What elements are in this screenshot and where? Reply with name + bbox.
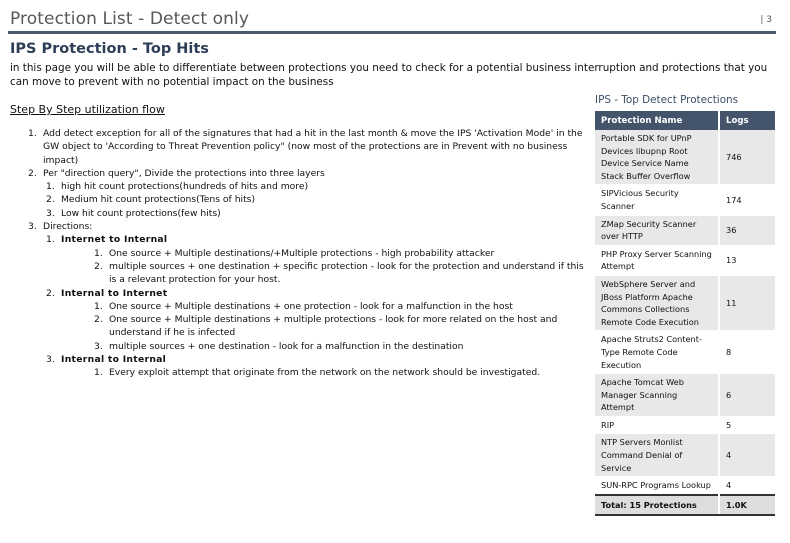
direction-item [94, 313, 588, 340]
intro-paragraph: in this page you will be able to differentiate between protections you need to check for a potential business interruption and protections that you can move to prevent with no potential impact on the business [10, 62, 768, 88]
direction-group [46, 287, 588, 300]
step-item [28, 127, 588, 167]
sub-step-item [46, 207, 588, 220]
logs-cell: 4 [719, 434, 775, 477]
direction-title: Internal to Internet [61, 287, 168, 299]
direction-title: Internet to Internal [61, 234, 168, 246]
protection-name-cell: PHP Proxy Server Scanning Attempt [595, 245, 719, 275]
sub-step-text: Low hit count protections(few hits) [61, 207, 221, 219]
page-number: | 3 [760, 15, 772, 25]
logs-cell: 36 [719, 215, 775, 245]
logs-cell: 174 [719, 185, 775, 215]
direction-item-text: One source + Multiple destinations + one protection - look for a malfunction in the host [109, 300, 513, 312]
direction-group [46, 353, 588, 366]
protection-name-cell: RIP [595, 416, 719, 434]
step-number: 2. [28, 167, 37, 179]
direction-number: 1. [46, 234, 55, 246]
logs-cell: 6 [719, 374, 775, 417]
direction-item [94, 366, 588, 379]
table-row [595, 434, 775, 477]
page-title: Protection List - Detect only [10, 9, 250, 29]
logs-cell: 5 [719, 416, 775, 434]
direction-item-number: 1. [94, 247, 103, 259]
direction-item-number: 2. [94, 260, 103, 272]
step-text: Per "direction query", Divide the protections into three layers [43, 167, 325, 179]
sub-step-text: high hit count protections(hundreds of hits and more) [61, 181, 309, 193]
sub-step-number: 3. [46, 207, 55, 219]
direction-number: 2. [46, 287, 55, 299]
table-row [595, 245, 775, 275]
direction-item [94, 340, 588, 353]
table-row [595, 477, 775, 495]
header-divider [8, 31, 776, 34]
logs-cell: 8 [719, 331, 775, 374]
direction-number: 3. [46, 354, 55, 366]
protection-name-cell: SIPVicious Security Scanner [595, 185, 719, 215]
logs-cell: 746 [719, 130, 775, 185]
direction-item-text: One source + Multiple destinations + multiple protections - look for more related on the host and understand if he is infected [109, 314, 558, 339]
protection-name-cell: Apache Struts2 Content-Type Remote Code Execution [595, 331, 719, 374]
logs-cell: 13 [719, 245, 775, 275]
flow-heading: Step By Step utilization flow [10, 103, 165, 116]
table-caption: IPS - Top Detect Protections [595, 94, 739, 106]
step-item [28, 167, 588, 180]
protection-name-cell: Portable SDK for UPnP Devices libupnp Root Device Service Name Stack Buffer Overflow [595, 130, 719, 185]
direction-item-text: multiple sources + one destination + specific protection - look for the protection and understand if this is a relevant protection for your host. [109, 260, 584, 286]
protection-name-cell: SUN-RPC Programs Lookup [595, 477, 719, 495]
table-header-row [595, 111, 775, 130]
protection-name-cell: NTP Servers Monlist Command Denial of Service [595, 434, 719, 477]
column-header-logs: Logs [719, 111, 775, 130]
direction-item-text: Every exploit attempt that originate from the network on the network should be investigated. [109, 367, 541, 379]
sub-step-number: 1. [46, 181, 55, 193]
protection-name-cell: Apache Tomcat Web Manager Scanning Attempt [595, 374, 719, 417]
sub-step-text: Medium hit count protections(Tens of hits) [61, 194, 256, 206]
table-row [595, 331, 775, 374]
section-title: IPS Protection - Top Hits [10, 41, 209, 57]
direction-item [94, 260, 588, 287]
step-list [28, 127, 588, 380]
direction-group [46, 233, 588, 246]
direction-item-text: multiple sources + one destination - look for a malfunction in the destination [109, 340, 464, 352]
step-number: 3. [28, 221, 37, 233]
direction-item-text: One source + Multiple destinations/+Multiple protections - high probability attacker [109, 247, 495, 259]
step-number: 1. [28, 128, 37, 139]
logs-cell: 11 [719, 275, 775, 330]
total-label: Total: 15 Protections [595, 495, 719, 516]
table-row [595, 215, 775, 245]
direction-title: Internal to Internal [61, 354, 167, 366]
column-header-protection-name: Protection Name [595, 111, 719, 130]
total-value: 1.0K [719, 495, 775, 516]
top-hits-table [595, 111, 775, 516]
table-row [595, 130, 775, 185]
sub-step-number: 2. [46, 194, 55, 206]
direction-item [94, 247, 588, 260]
table-row [595, 374, 775, 417]
step-text: Add detect exception for all of the signatures that had a hit in the last month & move the IPS 'Activation Mode' in the GW object to 'According to Threat Prevention policy" (now most of the protections are in Prevent with no business impact) [43, 128, 583, 166]
direction-item-number: 1. [94, 300, 103, 312]
sub-step-item [46, 180, 588, 193]
direction-item-number: 1. [94, 367, 103, 379]
protection-name-cell: WebSphere Server and JBoss Platform Apache Commons Collections Remote Code Execution [595, 275, 719, 330]
table-total-row [595, 495, 775, 516]
table-row [595, 416, 775, 434]
direction-item [94, 300, 588, 313]
table-row [595, 275, 775, 330]
protection-name-cell: ZMap Security Scanner over HTTP [595, 215, 719, 245]
table-row [595, 185, 775, 215]
direction-item-number: 3. [94, 340, 103, 352]
logs-cell: 4 [719, 477, 775, 495]
step-text: Directions: [43, 221, 93, 233]
sub-step-item [46, 193, 588, 206]
step-item [28, 220, 588, 233]
direction-item-number: 2. [94, 314, 103, 326]
